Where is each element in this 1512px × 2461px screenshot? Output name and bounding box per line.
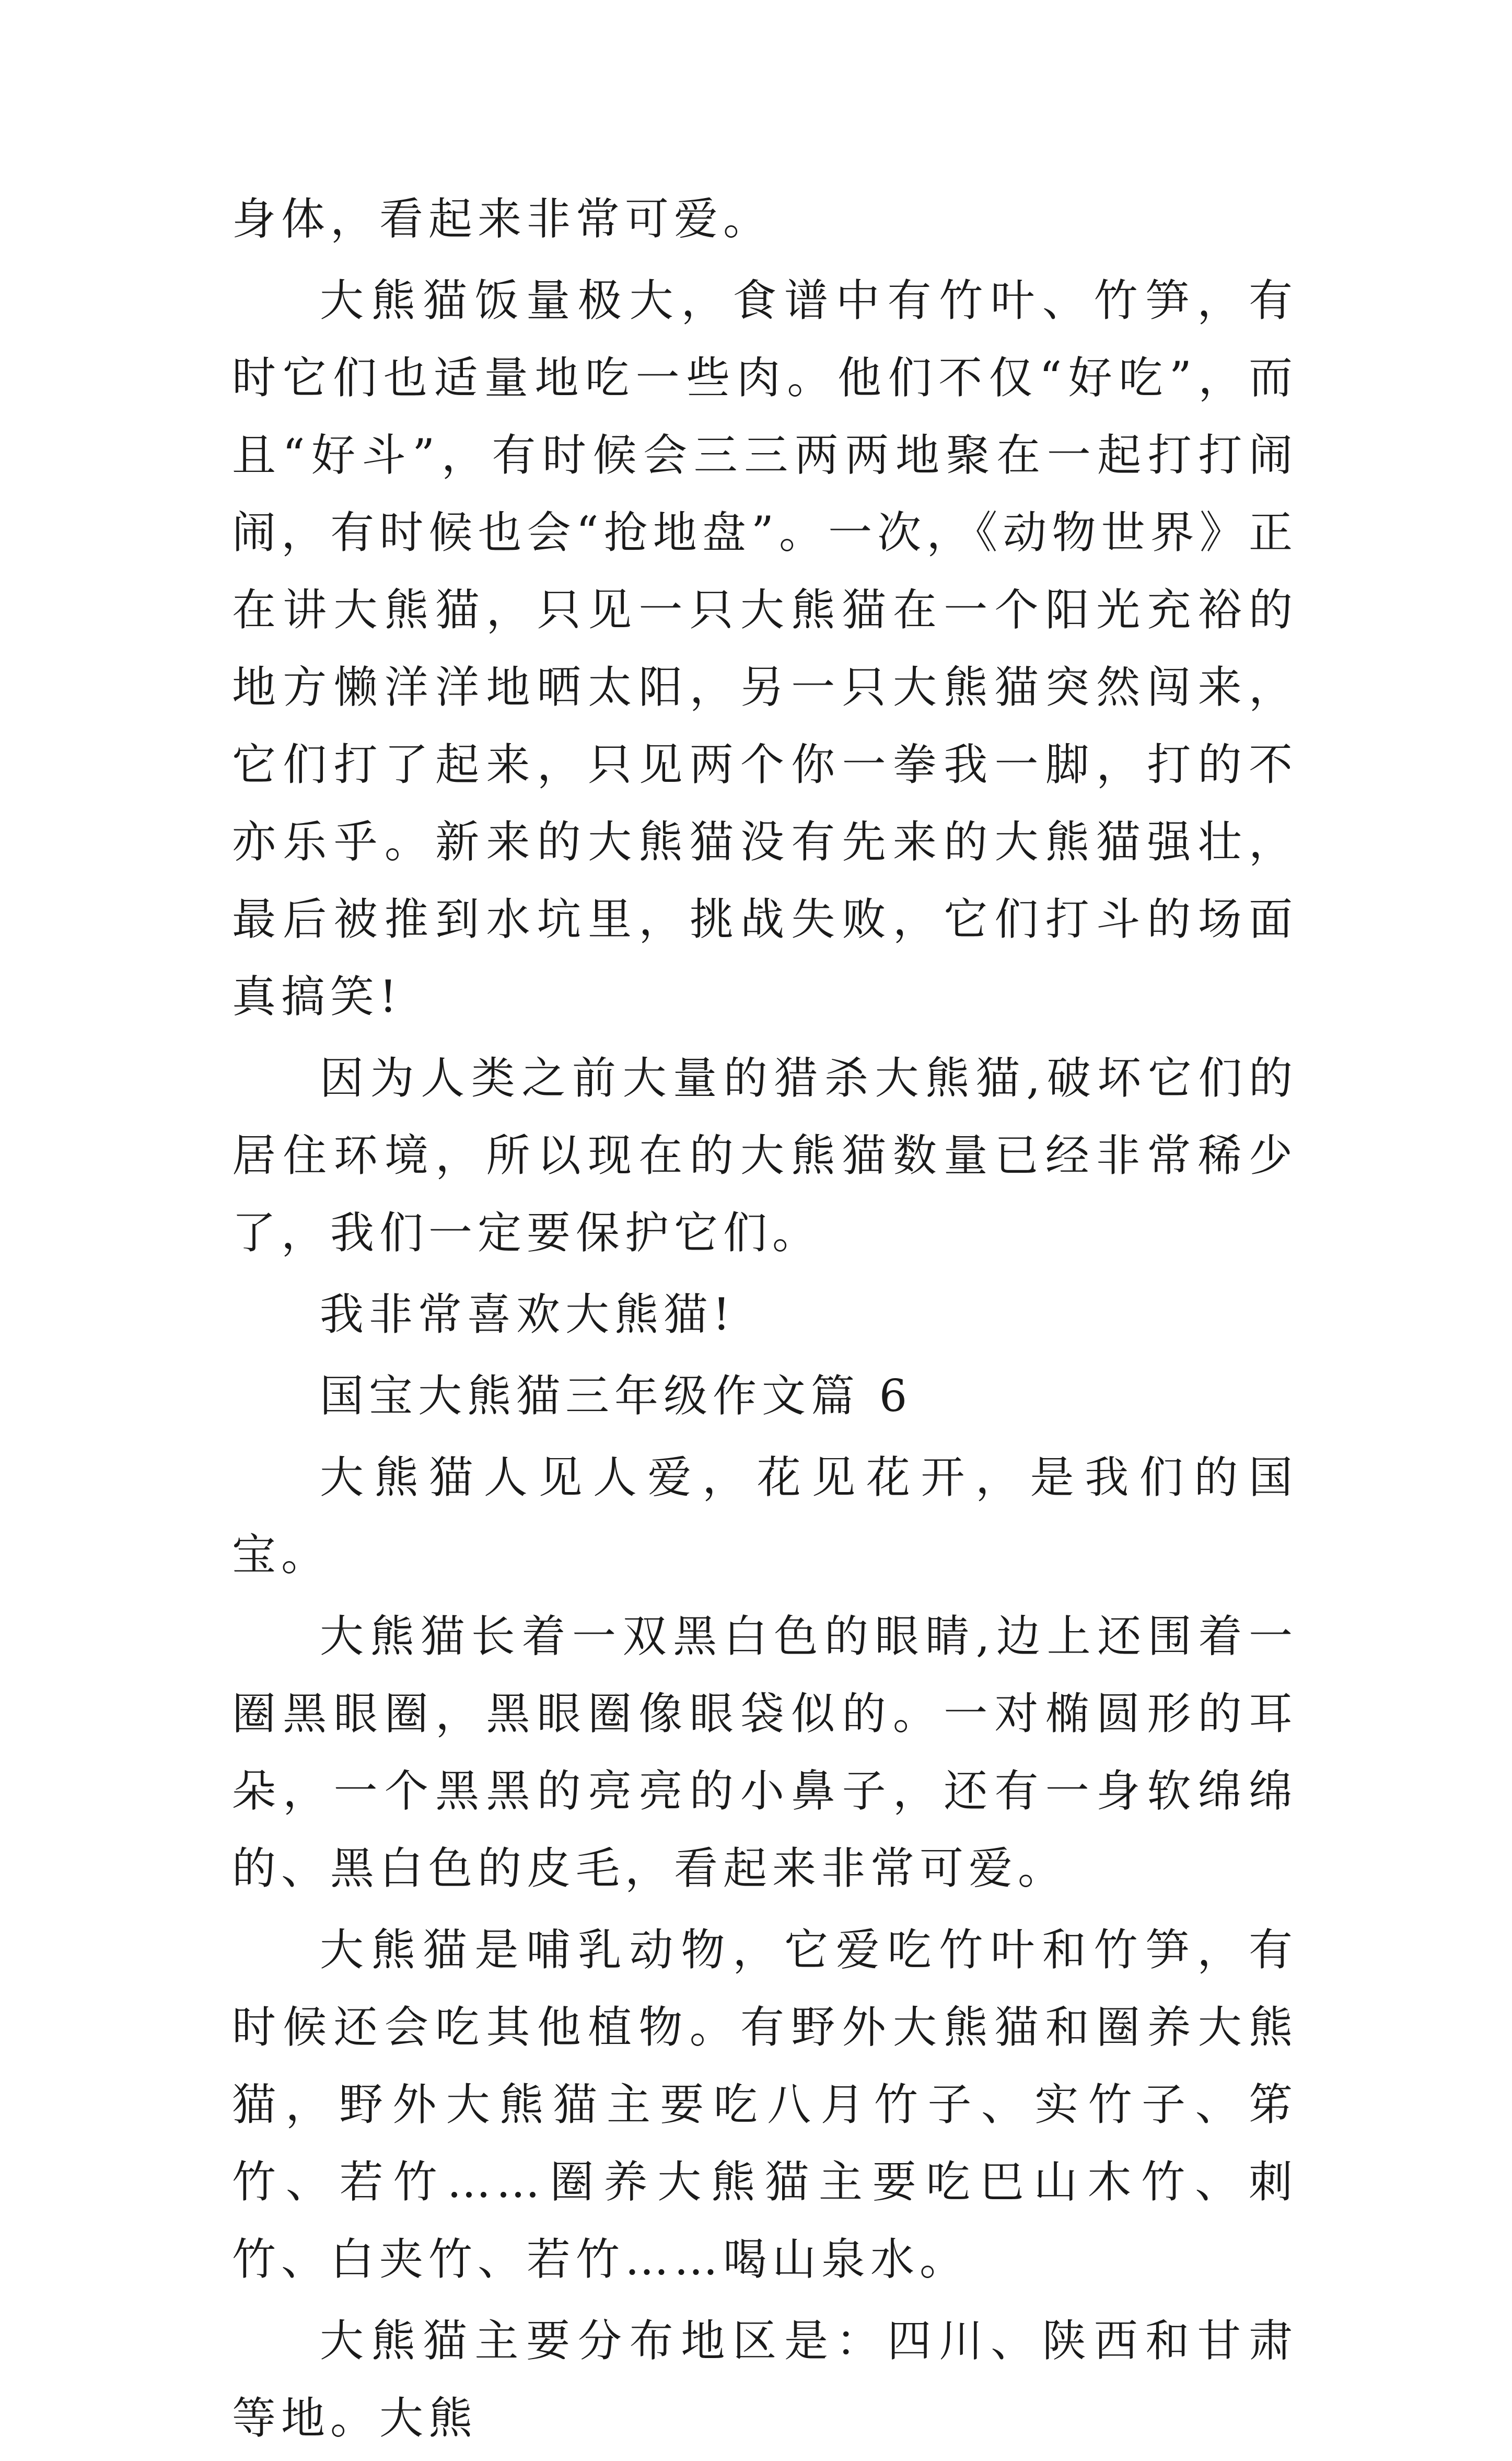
paragraph: 因为人类之前大量的猎杀大熊猫,破坏它们的居住环境，所以现在的大熊猫数量已经非常稀少了，我们一定要保护它们。 bbox=[232, 1053, 1298, 1258]
paragraph: 身体，看起来非常可爱。 bbox=[232, 193, 773, 245]
paragraph: 大熊猫饭量极大，食谱中有竹叶、竹笋，有时它们也适量地吃一些肉。他们不仅“好吃”，而且“好斗”，有时候会三三两两地聚在一起打打闹闹，有时候也会“抢地盘”。一次，《动物世界》正在讲大熊猫，只见一只大熊猫在一个阳光充裕的地方懒洋洋地晒太阳，另一只大熊猫突然闯来，它们打了起来，只见两个你一拳我一脚，打的不亦乐乎。新来的大熊猫没有先来的大熊猫强壮，最后被推到水坑里，挑战失败，它们打斗的场面真搞笑! bbox=[232, 275, 1298, 1022]
section-heading: 国宝大熊猫三年级作文篇 6 bbox=[320, 1370, 913, 1422]
document-body bbox=[232, 180, 1298, 2461]
paragraph: 大熊猫长着一双黑白色的眼睛,边上还围着一圈黑眼圈，黑眼圈像眼袋似的。一对椭圆形的耳朵，一个黑黑的亮亮的小鼻子，还有一身软绵绵的、黑白色的皮毛，看起来非常可爱。 bbox=[232, 1611, 1298, 1894]
paragraph: 大熊猫主要分布地区是：四川、陕西和甘肃等地。大熊 bbox=[232, 2315, 1298, 2444]
paragraph: 大熊猫人见人爱，花见花开，是我们的国宝。 bbox=[232, 1452, 1298, 1580]
paragraph: 大熊猫是哺乳动物，它爱吃竹叶和竹笋，有时候还会吃其他植物。有野外大熊猫和圈养大熊猫，野外大熊猫主要吃八月竹子、实竹子、笫竹、若竹……圈养大熊猫主要吃巴山木竹、刺竹、白夹竹、若竹……喝山泉水。 bbox=[232, 1924, 1298, 2285]
paragraph: 我非常喜欢大熊猫! bbox=[320, 1289, 736, 1340]
